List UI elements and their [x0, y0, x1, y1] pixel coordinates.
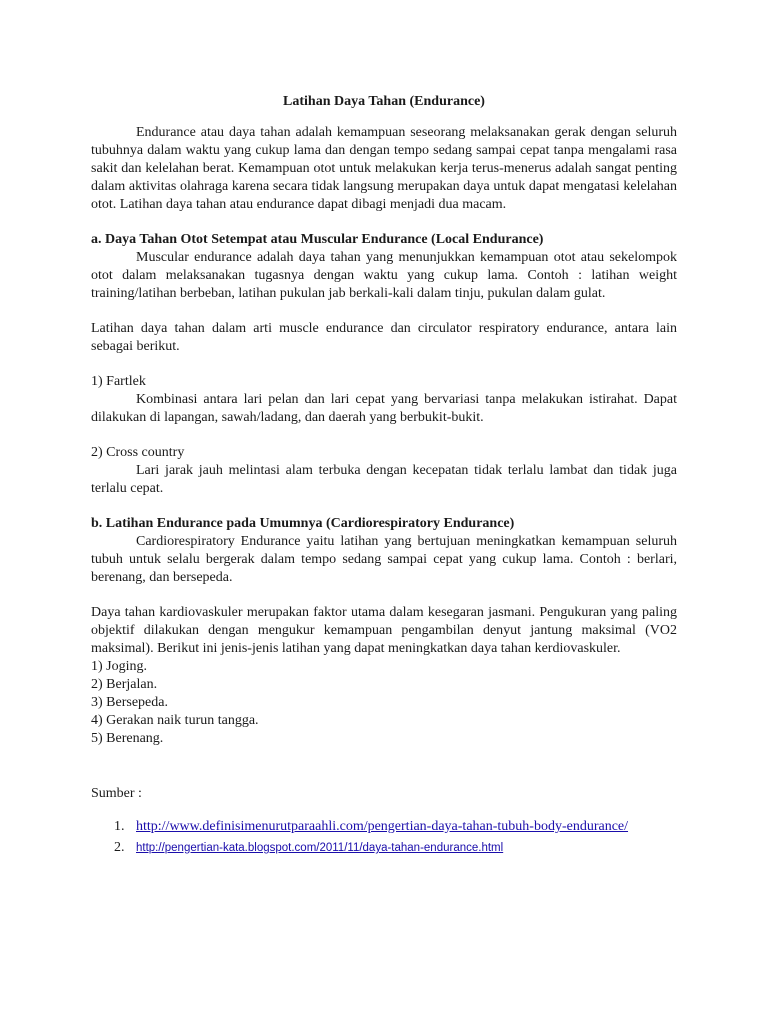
intro-paragraph: Endurance atau daya tahan adalah kemampuan seseorang melaksanakan gerak dengan seluruh tubuhnya dalam waktu yang cukup lama dan dengan tempo sedang sampai cepat tanpa mengalami rasa sakit dan kelelahan berat. Kemampuan otot untuk melakukan kerja terus-menerus adalah sangat penting dalam aktivitas olahraga karena secara tidak langsung merupakan daya untuk dapat mengatasi kelelahan otot. Latihan daya tahan atau endurance dapat dibagi menjadi dua macam.: [91, 125, 677, 212]
document-title: Latihan Daya Tahan (Endurance): [283, 94, 485, 109]
sources-list: [91, 818, 677, 857]
list-item: 1) Joging.: [91, 659, 147, 674]
source-link[interactable]: http://www.definisimenurutparaahli.com/pengertian-daya-tahan-tubuh-body-endurance/: [136, 819, 629, 834]
item-text-cross-country: Lari jarak jauh melintasi alam terbuka dengan kecepatan tidak terlalu lambat dan tidak juga terlalu cepat.: [91, 463, 677, 496]
source-item: [91, 818, 677, 836]
item-title-cross-country: 2) Cross country: [91, 445, 185, 460]
sources-label: Sumber :: [91, 786, 142, 801]
item-title-fartlek: 1) Fartlek: [91, 374, 146, 389]
section-b-body: Cardiorespiratory Endurance yaitu latihan yang bertujuan meningkatkan kemampuan seluruh tubuh untuk selalu bergerak dalam tempo sedang sampai cepat yang cukup lama. Contoh : berlari, berenang, dan bersepeda.: [91, 534, 677, 585]
source-number: 1.: [114, 819, 125, 834]
source-number: 2.: [114, 840, 125, 855]
section-a-heading: a. Daya Tahan Otot Setempat atau Muscular Endurance (Local Endurance): [91, 232, 544, 247]
list-item: 3) Bersepeda.: [91, 695, 168, 710]
source-link[interactable]: http://pengertian-kata.blogspot.com/2011/11/daya-tahan-endurance.html: [136, 842, 504, 854]
list-item: 4) Gerakan naik turun tangga.: [91, 713, 259, 728]
item-text-fartlek: Kombinasi antara lari pelan dan lari cepat yang bervariasi tanpa melakukan istirahat. Dapat dilakukan di lapangan, sawah/ladang, dan daerah yang berbukit-bukit.: [91, 392, 677, 425]
source-item: [91, 839, 677, 857]
list-item: 2) Berjalan.: [91, 677, 158, 692]
section-b-lead: Daya tahan kardiovaskuler merupakan faktor utama dalam kesegaran jasmani. Pengukuran yang paling objektif dilakukan dengan mengukur kemampuan pengambilan denyut jantung maksimal (VO2 maksimal). Berikut ini jenis-jenis latihan yang dapat meningkatkan daya tahan kerdiovaskuler.: [91, 605, 677, 656]
list-item: 5) Berenang.: [91, 731, 164, 746]
exercise-list: [91, 658, 677, 748]
section-a-body: Muscular endurance adalah daya tahan yang menunjukkan kemampuan otot atau sekelompok otot dalam melaksanakan tugasnya dengan waktu yang cukup lama. Contoh : latihan weight training/latihan berbeban, latihan pukulan jab berkali-kali dalam tinju, pukulan dalam gulat.: [91, 250, 677, 301]
document-page: [91, 93, 677, 857]
section-b-heading: b. Latihan Endurance pada Umumnya (Cardiorespiratory Endurance): [91, 516, 515, 531]
section-a-lead: Latihan daya tahan dalam arti muscle endurance dan circulator respiratory endurance, antara lain sebagai berikut.: [91, 321, 677, 354]
